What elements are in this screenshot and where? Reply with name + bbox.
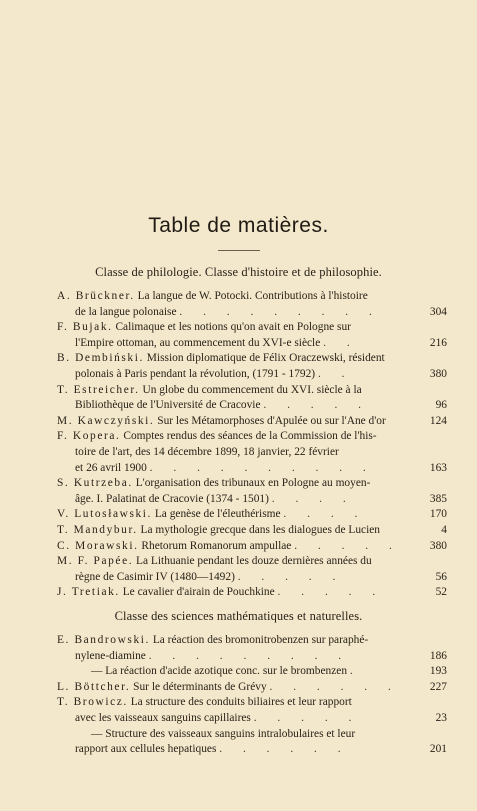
toc-entry-line	[57, 476, 413, 492]
toc-entry-title: nylene-diamine	[75, 649, 146, 662]
toc-entry-title: Comptes rendus des séances de la Commission de l'his-	[123, 430, 377, 443]
toc-entry	[57, 523, 447, 539]
toc-entry-line	[57, 664, 413, 680]
toc-leader-dots: . . . .	[283, 508, 367, 521]
toc-entry-title: l'Empire ottoman, au commencement du XVI-e siècle	[75, 336, 321, 349]
toc-entry	[57, 585, 447, 601]
toc-entry-title: La genèse de l'éleuthérisme	[154, 508, 281, 521]
toc-entry-title: âge. I. Palatinat de Cracovie (1374 - 1501)	[75, 492, 269, 505]
toc-entry-author: M. Kawczyński.	[57, 414, 155, 427]
toc-entry-line	[57, 554, 413, 570]
toc-leader-dots: . . . . . . . . .	[179, 305, 381, 318]
toc-entry	[57, 476, 447, 507]
toc-entry	[57, 727, 447, 758]
toc-entry-title: L'organisation des tribunaux en Pologne au moyen-	[135, 477, 371, 490]
toc-entry-title: — Structure des vaisseaux sanguins intralobulaires et leur	[91, 727, 356, 740]
toc-leader-dots: . .	[317, 367, 354, 380]
toc-entry	[57, 320, 447, 351]
toc-entry-author: A. Brückner.	[57, 290, 135, 302]
toc-entry	[57, 539, 447, 555]
toc-page-number: 380	[429, 367, 447, 380]
toc-entry-line	[57, 367, 413, 383]
toc-page-number: 304	[429, 305, 447, 318]
toc-entry-title: avec les vaisseaux sanguins capillaires	[75, 711, 251, 724]
toc-entry-title: — La réaction d'acide azotique conc. sur le brombenzen	[91, 665, 348, 678]
toc-entry-author: M. F. Papée.	[57, 555, 134, 568]
toc-page-number: 124	[429, 414, 447, 427]
toc-entry-author: B. Dembiński.	[57, 352, 144, 365]
toc-entry-line	[57, 570, 413, 586]
toc-page-number: 380	[429, 539, 447, 552]
toc-entry-author: T. Mandybur.	[57, 523, 138, 536]
toc-page-number: 4	[441, 523, 447, 536]
toc-entry-line	[57, 289, 413, 305]
toc-leader-dots: . . . . .	[277, 586, 385, 599]
toc-entry-line	[57, 649, 413, 665]
toc-entry-title: Le cavalier d'airain de Pouchkine	[122, 586, 275, 599]
toc-entry-author: E. Bandrowski.	[57, 634, 150, 646]
toc-entry-title: La Lithuanie pendant les douze dernières années du	[136, 555, 372, 568]
section-entries-sciences	[57, 633, 447, 758]
toc-leader-dots: . .	[323, 336, 359, 349]
toc-entry-title: de la langue polonaise	[75, 305, 177, 318]
toc-leader-dots: . . . . .	[237, 570, 345, 583]
toc-leader-dots: . . . . .	[294, 539, 401, 552]
toc-page-number: 163	[429, 461, 447, 474]
toc-entry-author: C. Morawski.	[57, 539, 139, 552]
toc-leader-dots: . . . . .	[263, 399, 371, 412]
toc-entry-line	[57, 398, 413, 414]
toc-entry	[57, 289, 447, 320]
toc-entry-line	[57, 695, 413, 711]
toc-page-number: 170	[429, 508, 447, 521]
toc-entry-line	[57, 507, 413, 523]
toc-entry-line	[57, 336, 413, 352]
toc-entry-author: F. Kopera.	[57, 430, 121, 443]
section-heading-sciences: Classe des sciences mathématiques et naturelles.	[114, 609, 363, 623]
toc-entry	[57, 351, 447, 382]
toc-page-number: 385	[429, 492, 447, 505]
toc-page-number: 56	[435, 570, 447, 583]
toc-page-number: 52	[435, 586, 447, 599]
toc-entry-line	[57, 429, 413, 445]
toc-entry	[57, 633, 447, 664]
toc-leader-dots: . . . .	[271, 492, 355, 505]
toc-entry-line	[57, 711, 413, 727]
toc-entry-title: rapport aux cellules hepatiques	[75, 743, 217, 756]
toc-page-number: 227	[429, 680, 447, 693]
toc-entry-title: polonais à Paris pendant la révolution, (1791 - 1792)	[75, 367, 316, 380]
toc-entry-line	[57, 539, 413, 555]
toc-leader-dots: . . . . . .	[219, 743, 350, 756]
toc-entry-author: L. Böttcher.	[57, 680, 131, 693]
toc-entry-line	[57, 445, 413, 461]
toc-entry-title: Sur les Métamorphoses d'Apulée ou sur l'Ane d'or	[157, 414, 386, 427]
toc-entry	[57, 429, 447, 476]
toc-entry-line	[57, 727, 413, 743]
toc-entry	[57, 680, 447, 696]
toc-entry-title: La structure des conduits biliaires et leur rapport	[130, 696, 352, 709]
toc-entry-line	[57, 351, 413, 367]
toc-entry-line	[57, 320, 413, 336]
toc-entry-title: Un globe du commencement du XVI. siècle à la	[142, 383, 362, 396]
toc-leader-dots: .	[349, 665, 362, 678]
toc-entry-line	[57, 680, 413, 696]
toc-entry-title: et 26 avril 1900	[75, 461, 147, 474]
toc-entry-title: Rhetorum Romanorum ampullae	[141, 539, 292, 552]
toc-entry-line	[57, 523, 413, 539]
toc-entry-title: La mythologie grecque dans les dialogues de Lucien	[140, 523, 380, 536]
toc-page-number: 23	[435, 711, 447, 724]
toc-entry-line	[57, 414, 413, 430]
toc-entry-title: toire de l'art, des 14 décembre 1899, 18 janvier, 22 février	[75, 445, 339, 458]
toc-page-number: 216	[429, 336, 447, 349]
toc-entry-line	[57, 633, 413, 649]
title-divider	[218, 250, 260, 251]
toc-page-number: 193	[429, 665, 447, 678]
toc-entry-title: Calimaque et les notions qu'on avait en Pologne sur	[115, 321, 351, 334]
toc-entry-line	[57, 742, 413, 758]
toc-leader-dots: . . . . . . . . .	[148, 649, 351, 662]
toc-entry-line	[57, 383, 413, 399]
toc-entry-author: T. Browicz.	[57, 696, 128, 709]
toc-entry	[57, 414, 447, 430]
toc-entry-author: S. Kutrzeba.	[57, 477, 133, 490]
toc-entry-author: T. Estreicher.	[57, 383, 140, 396]
toc-entry	[57, 383, 447, 414]
toc-page-number: 186	[429, 649, 447, 662]
toc-entry-title: La réaction des bromonitrobenzen sur paraphé-	[152, 634, 369, 646]
toc-entry-title: Bibliothèque de l'Université de Cracovie	[75, 399, 261, 412]
toc-entry-author: V. Lutosławski.	[57, 508, 152, 521]
toc-entry	[57, 664, 447, 680]
toc-leader-dots: . . . . . . . . . .	[149, 461, 375, 474]
page-title: Table de matières.	[148, 214, 329, 237]
toc-entry-author: J. Tretiak.	[57, 586, 120, 599]
toc-entry-title: Sur le déterminants de Grévy	[133, 680, 267, 693]
toc-entry	[57, 507, 447, 523]
section-heading-philology: Classe de philologie. Classe d'histoire et de philosophie.	[95, 265, 382, 279]
toc-entry-line	[57, 305, 413, 321]
toc-entry-line	[57, 585, 413, 601]
toc-page-number: 96	[435, 399, 447, 412]
toc-entry-line	[57, 492, 413, 508]
toc-entry-title: Mission diplomatique de Félix Oraczewski, résident	[146, 352, 385, 365]
toc-page-number: 201	[429, 743, 447, 756]
section-entries-philology	[57, 289, 447, 601]
toc-entry-title: règne de Casimir IV (1480—1492)	[75, 570, 235, 583]
toc-entry-line	[57, 461, 413, 477]
toc-entry	[57, 695, 447, 726]
toc-entry-title: La langue de W. Potocki. Contributions à l'histoire	[137, 290, 368, 302]
toc-entry-author: F. Bujak.	[57, 321, 113, 334]
toc-leader-dots: . . . . . .	[269, 680, 400, 693]
toc-leader-dots: . . . . .	[253, 711, 361, 724]
toc-entry	[57, 554, 447, 585]
